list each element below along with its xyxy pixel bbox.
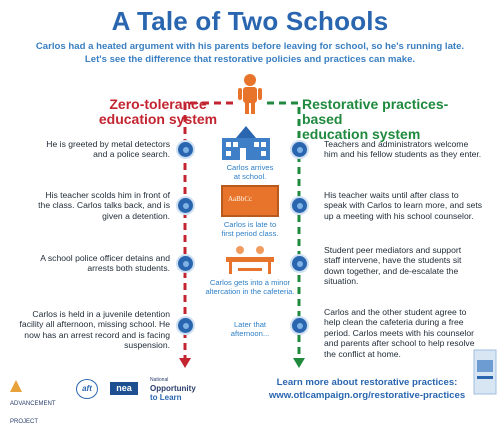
intro-line-2: Let's see the difference that restorative policies and practices can make. [84,54,416,65]
red-arrow-head-icon [179,358,191,368]
text-line: His teacher waits until after class to [324,190,459,200]
text-line: Student peer mediators and support [324,245,462,255]
timeline-dot-right-1 [290,140,309,159]
center-caption-4 [200,320,300,338]
school-building-icon [222,126,270,160]
text-line: the class. Carlos talks back, and is [38,200,170,211]
text-line: down together, and de-escalate the [324,265,459,276]
advancement-project-mark-icon [10,380,22,392]
advancement-project-label: ADVANCEMENT PROJECT [10,401,56,425]
caption-line: afternoon... [230,329,270,338]
caption-line: altercation in the cafeteria. [205,287,295,296]
chalkboard-text: AaBbCc [228,195,253,203]
zero-tolerance-heading [88,97,228,127]
text-line: facility all afternoon, missing school. He [19,319,170,330]
zero-tolerance-item-1 [18,139,170,160]
intro-line-1: Carlos had a heated argument with his parents before leaving for school, so he's running late. [35,41,465,52]
zero-tolerance-item-3 [18,253,170,274]
otl-logo-line-3: to Learn [150,393,182,402]
aft-logo: aft [76,379,98,399]
restorative-item-4 [324,307,494,359]
caption-line: Carlos gets into a minor [209,278,291,287]
text-line: Carlos is held in a juvenile detention [32,309,170,319]
center-caption-2 [200,220,300,238]
text-line: Teachers and administrators welcome [324,139,469,149]
text-line: the conflict at home. [324,348,401,359]
caption-line: Later that [233,320,267,329]
page-title: A Tale of Two Schools [111,6,389,36]
text-line: situation. [324,276,359,287]
text-line: and a police search. [93,149,170,160]
caption-line: Carlos arrives [226,163,274,172]
timeline-dot-right-2 [290,196,309,215]
timeline-dot-left-4 [176,316,195,335]
text-line: given a detention. [102,210,170,221]
caption-line: first period class. [221,229,279,238]
text-line: speak with Carlos to learn more, and sets [324,200,483,211]
restorative-heading [302,97,482,142]
timeline-dot-left-3 [176,254,195,273]
timeline-dot-left-1 [176,140,195,159]
text-line: up a meeting with his school counselor. [324,210,474,221]
zero-tolerance-item-2 [18,190,170,221]
text-line: staff intervene, have the students sit [324,255,462,266]
text-line: and parents after school to help resolve [324,338,475,349]
footer-learn-more: Learn more about restorative practices: [276,377,458,388]
timeline-dot-left-2 [176,196,195,215]
text-line: him and his fellow students as they enter. [324,149,482,160]
text-line: now has an arrest record and is facing [24,329,170,340]
text-line: arrests both students. [87,263,170,274]
restorative-item-1 [324,139,494,160]
footer-link[interactable]: www.otlcampaign.org/restorative-practices [268,390,466,401]
nea-logo: nea [110,382,138,395]
otl-logo [150,377,210,402]
caption-line: at school. [233,172,267,181]
restorative-item-2 [324,190,494,221]
otl-logo-line-2: Opportunity [150,384,196,393]
text-line: help clean the cafeteria during a free [324,317,464,328]
green-arrow-head-icon [293,358,305,368]
zero-tolerance-heading-line-1: Zero-tolerance [109,96,207,112]
restorative-heading-line-1: Restorative practices-based [302,96,449,127]
caption-line: Carlos is late to [223,220,277,229]
cafeteria-table-icon [226,246,274,274]
carlos-figure-icon [238,74,262,114]
timeline-dot-right-3 [290,254,309,273]
center-caption-3 [200,278,300,296]
zero-tolerance-heading-line-2: education system [98,111,218,127]
center-caption-1 [200,163,300,181]
text-line: His teacher scolds him in front of [45,190,170,200]
text-line: He is greeted by metal detectors [46,139,170,149]
restorative-heading-line-2: education system [302,126,421,142]
text-line: suspension. [124,340,170,351]
advancement-project-logo [10,380,60,428]
text-line: period. Carlos meets with his counselor [324,327,474,338]
text-line: A school police officer detains and [40,253,170,263]
zero-tolerance-item-4 [18,309,170,351]
restorative-item-3 [324,245,494,287]
otl-logo-line-1: National [150,377,169,383]
text-line: Carlos and the other student agree to [324,307,467,317]
